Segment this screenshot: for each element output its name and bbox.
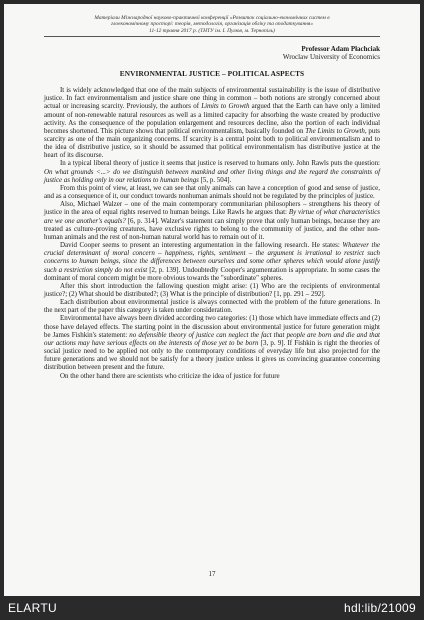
body-paragraph <box>44 314 380 371</box>
body-paragraph <box>44 159 380 183</box>
text-run: [6, p. 314]. Walzer's statement can simply prove that only human beings, because they are treated as culture-proving creatures, have exclusive rights to belong to the community of justice, and the other non-human animals and the rest of non-human natural world has to remain out of it. <box>44 216 380 241</box>
text-run: Also, Michael Walzer – one of the main contemporary communitarian philosophers – strengthens his theory of justice in the area of equal rights reserved to human beings. Like Rawls he argues that: <box>44 200 380 217</box>
text-run: [3, p. 9]. If Fishkin is right the theories of social justice need to be applied not only to the contemporary conditions of everyday life but also projected for the future generations and we should not be satisfy for a theory justice unless it gives us convincing guarantee concerning distribution between present and the future. <box>44 338 380 372</box>
text-run: , puts scarcity as one of the main organizing concerns. If scarcity is a central point both to political environmentalism and to the idea of distributive justice, so it should be assumed that political environmentalism has distributive justice at the heart of its discourse. <box>44 126 380 160</box>
text-run: After this short introduction the fallowing question might arise: (1) Who are the recipients of environmental justice?; (2) What should be distributed?; (3) What is the principle of distribution? [1, pp. 291 – 292]. <box>44 281 380 298</box>
text-run: David Cooper seems to present an interesting argumentation in the fallowing research. He states: <box>60 241 343 250</box>
paper-title: ENVIRONMENTAL JUSTICE – POLITICAL ASPECTS <box>119 69 305 79</box>
conference-header-line-1: Матеріали Міжнародної науково-практичної конференції «Розвиток соціально-економічних систем в <box>94 15 330 21</box>
italic-run: Limits to Growth <box>201 102 250 111</box>
conference-header-line-3: 11-12 травня 2017 р. (ТНТУ ім. І. Пулюя, м. Тернопіль) <box>149 27 275 34</box>
document-page <box>4 4 420 596</box>
italic-run: Whatever the crucial determinant of moral concern – happiness, rights, sentiment – the argument is irrational to restrict such concerns to human beings, since the differences between ourselves and some other spheres which would alone justify such a restriction simply do not exist <box>44 241 380 274</box>
viewer-footer <box>0 596 424 620</box>
paper-body <box>44 86 380 380</box>
author-affiliation: Wroclaw University of Economics <box>282 53 380 62</box>
body-paragraph <box>44 86 380 159</box>
italic-run: The Limits to Growth <box>305 126 365 135</box>
author-block <box>44 45 380 62</box>
text-run: On the other hand there are scientists who criticize the idea of justice for future <box>60 371 280 380</box>
italic-run: no defensible theory of justice can neglect the fact that people are born and die and that our actions may have serious effects on the interests of those yet to be born <box>44 330 380 347</box>
conference-header <box>44 15 380 37</box>
body-paragraph <box>44 372 380 380</box>
italic-run: By virtue of what characteristics are we one another's equals? <box>44 208 381 225</box>
text-run: [2, p. 139]. Undoubtedly Cooper's argumentation is appropriate. In some cases the dominant of moral concern might be more obvious towards the "subordinate" spheres. <box>44 265 380 282</box>
body-paragraph <box>44 184 380 200</box>
text-run: [5, p. 504]. <box>198 175 232 184</box>
body-paragraph <box>44 282 380 298</box>
page-number: 17 <box>208 570 216 578</box>
body-paragraph <box>44 298 380 314</box>
text-run: It is widely acknowledged that one of the main subjects of environmental sustainability is the issue of distributive justice. In fact environmentalism and justice share one thing in common – both notions are strongly concerned about actual or increasing scarcity. Previously, the authors of <box>44 86 380 111</box>
text-run: argued that the Earth can have only a limited amount of non-renewable natural resources as well as a limited capacity for absorbing the waste created by productive activity. As the consequence of the population enlargement and resources decline, also the portion of each individual becomes shortened. This picture shows that political environmentalism, basically founded on <box>44 102 380 135</box>
text-run: In a typical liberal theory of justice it seems that justice is reserved to humans only. John Rawls puts the question: <box>60 159 380 168</box>
italic-run: On what grounds <...> do we distinguish between mankind and other living things and the regard the constraints of justice as holding only in our relations to human beings <box>44 167 380 184</box>
repository-label: ELARTU <box>8 601 57 615</box>
handle-identifier[interactable]: hdl:lib/21009 <box>344 601 416 615</box>
text-run: From this point of view, at least, we can see that only animals can have a conception of good and sense of justice, and as a consequence of it, our conduct towards nonhuman animals should not be regulated by the principles of justice. <box>44 183 380 201</box>
conference-header-line-2: глоекономічному просторі: теорія, методологія, організація обліку та оподаткування» <box>110 21 314 28</box>
body-paragraph <box>44 200 380 241</box>
author-name: Professor Adam Płachciak <box>301 44 380 53</box>
text-run: Each distribution about environmental justice is always connected with the problem of the future generations. In the next part of the paper this category is taken under consideration. <box>44 298 380 315</box>
text-run: Environmental have always been divided according two categories: (1) those which have immediate effects and (2) those have delayed effects. The starting point in the discussion about environmental justice for future generation might be James Fishkin's statement: <box>44 314 380 339</box>
body-paragraph <box>44 241 380 282</box>
